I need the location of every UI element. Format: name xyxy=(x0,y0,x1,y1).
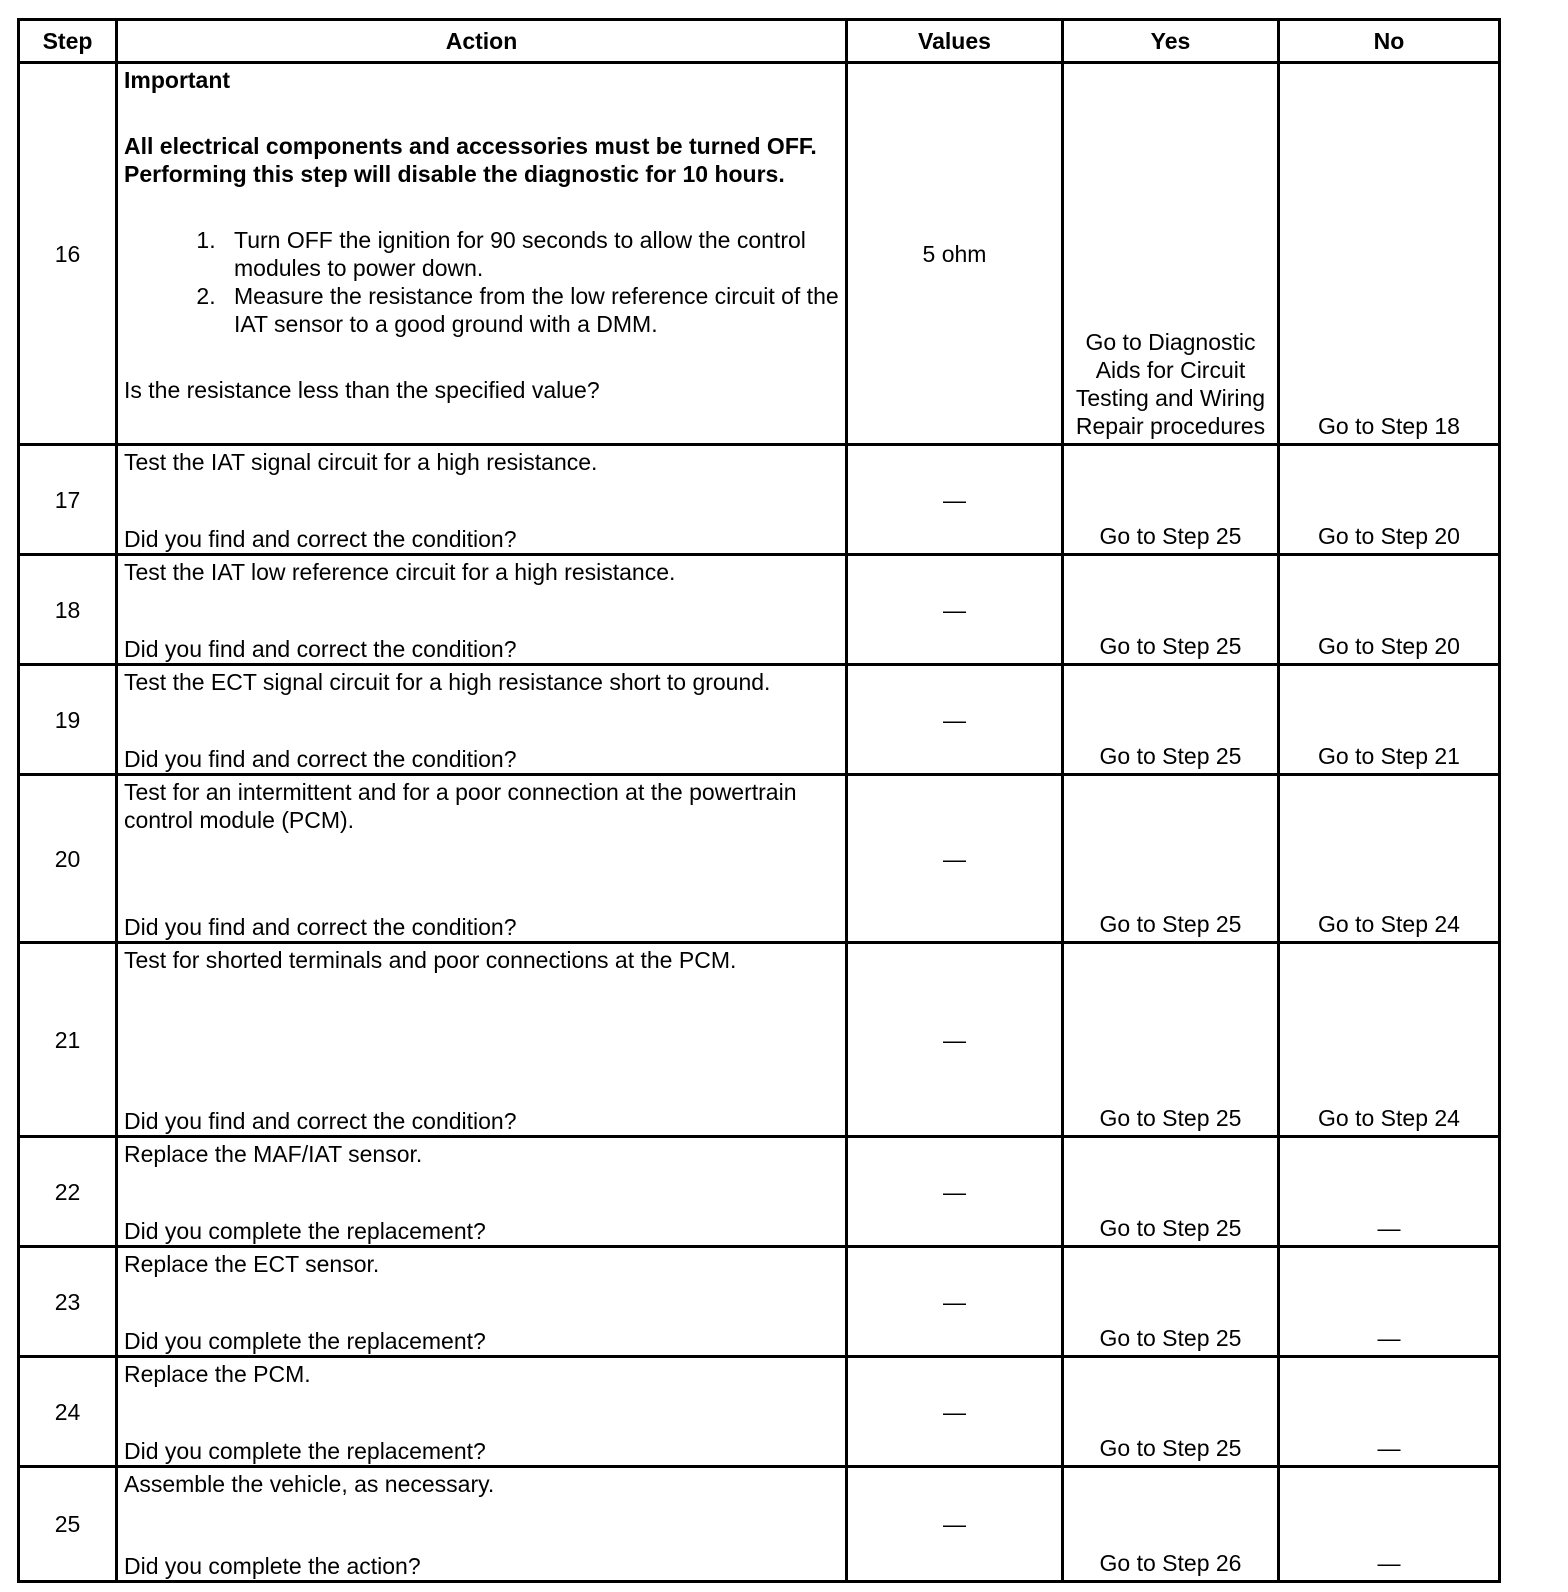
value-cell: 5 ohm xyxy=(847,63,1063,445)
action-cell xyxy=(117,943,847,1137)
no-cell: Go to Step 21 xyxy=(1279,665,1500,775)
table-row xyxy=(19,445,1500,555)
no-cell: Go to Step 20 xyxy=(1279,555,1500,665)
no-cell: Go to Step 24 xyxy=(1279,943,1500,1137)
value-cell: — xyxy=(847,775,1063,943)
yes-cell: Go to Diagnostic Aids for Circuit Testing and Wiring Repair procedures xyxy=(1063,63,1279,445)
table-row xyxy=(19,1137,1500,1247)
table-row xyxy=(19,665,1500,775)
action-text: Test for shorted terminals and poor connections at the PCM. xyxy=(124,947,737,973)
step-number: 23 xyxy=(19,1247,117,1357)
header-no: No xyxy=(1279,20,1500,63)
value-cell: — xyxy=(847,1137,1063,1247)
important-label: Important xyxy=(124,67,231,93)
header-action: Action xyxy=(117,20,847,63)
action-question: Did you complete the action? xyxy=(124,1553,421,1579)
action-cell xyxy=(117,665,847,775)
action-cell xyxy=(117,445,847,555)
step-number: 21 xyxy=(19,943,117,1137)
action-cell xyxy=(117,1467,847,1582)
value-cell: — xyxy=(847,445,1063,555)
yes-cell: Go to Step 25 xyxy=(1063,665,1279,775)
no-cell: — xyxy=(1279,1467,1500,1582)
action-question: Did you complete the replacement? xyxy=(124,1218,486,1244)
yes-cell: Go to Step 25 xyxy=(1063,555,1279,665)
value-cell: — xyxy=(847,1467,1063,1582)
header-values: Values xyxy=(847,20,1063,63)
no-cell: — xyxy=(1279,1247,1500,1357)
action-cell xyxy=(117,1137,847,1247)
table-row xyxy=(19,775,1500,943)
list-item: 2. Measure the resistance from the low reference circuit of the IAT sensor to a good ground with a DMM. xyxy=(222,282,839,338)
yes-cell: Go to Step 26 xyxy=(1063,1467,1279,1582)
yes-cell: Go to Step 25 xyxy=(1063,1357,1279,1467)
action-cell xyxy=(117,555,847,665)
action-question: Did you find and correct the condition? xyxy=(124,1108,517,1134)
no-cell: Go to Step 18 xyxy=(1279,63,1500,445)
table-row xyxy=(19,63,1500,445)
action-question: Did you complete the replacement? xyxy=(124,1438,486,1464)
action-text: Replace the MAF/IAT sensor. xyxy=(124,1141,423,1167)
action-question: Did you find and correct the condition? xyxy=(124,914,517,940)
no-cell: — xyxy=(1279,1137,1500,1247)
value-cell: — xyxy=(847,555,1063,665)
action-cell xyxy=(117,1247,847,1357)
procedure-list xyxy=(124,226,839,338)
action-text: Test the ECT signal circuit for a high resistance short to ground. xyxy=(124,669,771,695)
value-cell: — xyxy=(847,665,1063,775)
action-text: Replace the PCM. xyxy=(124,1361,311,1387)
value-cell: — xyxy=(847,943,1063,1137)
action-question: Did you find and correct the condition? xyxy=(124,746,517,772)
table-row xyxy=(19,555,1500,665)
yes-cell: Go to Step 25 xyxy=(1063,1137,1279,1247)
action-text: Replace the ECT sensor. xyxy=(124,1251,380,1277)
step-number: 24 xyxy=(19,1357,117,1467)
table-row xyxy=(19,1357,1500,1467)
action-text: Test the IAT low reference circuit for a high resistance. xyxy=(124,559,676,585)
list-item: 1. Turn OFF the ignition for 90 seconds to allow the control modules to power down. xyxy=(222,226,839,282)
action-question: Did you complete the replacement? xyxy=(124,1328,486,1354)
yes-cell: Go to Step 25 xyxy=(1063,775,1279,943)
step-number: 25 xyxy=(19,1467,117,1582)
no-cell: Go to Step 20 xyxy=(1279,445,1500,555)
header-step: Step xyxy=(19,20,117,63)
step-number: 22 xyxy=(19,1137,117,1247)
action-cell xyxy=(117,63,847,445)
no-cell: — xyxy=(1279,1357,1500,1467)
table-row xyxy=(19,1247,1500,1357)
diagnostic-table xyxy=(17,18,1501,1583)
table-row xyxy=(19,943,1500,1137)
value-cell: — xyxy=(847,1357,1063,1467)
action-cell xyxy=(117,775,847,943)
header-row xyxy=(19,20,1500,63)
step-number: 17 xyxy=(19,445,117,555)
yes-cell: Go to Step 25 xyxy=(1063,445,1279,555)
value-cell: — xyxy=(847,1247,1063,1357)
action-question: Did you find and correct the condition? xyxy=(124,526,517,552)
action-text: Assemble the vehicle, as necessary. xyxy=(124,1471,495,1497)
action-question: Did you find and correct the condition? xyxy=(124,636,517,662)
step-number: 19 xyxy=(19,665,117,775)
no-cell: Go to Step 24 xyxy=(1279,775,1500,943)
action-question: Is the resistance less than the specified value? xyxy=(124,377,600,403)
yes-cell: Go to Step 25 xyxy=(1063,1247,1279,1357)
action-text: Test for an intermittent and for a poor connection at the powertrain control module (PCM). xyxy=(124,779,797,833)
action-cell xyxy=(117,1357,847,1467)
table-row xyxy=(19,1467,1500,1582)
action-text: Test the IAT signal circuit for a high resistance. xyxy=(124,449,598,475)
yes-cell: Go to Step 25 xyxy=(1063,943,1279,1137)
header-yes: Yes xyxy=(1063,20,1279,63)
step-number: 16 xyxy=(19,63,117,445)
step-number: 18 xyxy=(19,555,117,665)
important-note: All electrical components and accessories must be turned OFF. Performing this step will disable the diagnostic for 10 hours. xyxy=(124,133,817,187)
step-number: 20 xyxy=(19,775,117,943)
